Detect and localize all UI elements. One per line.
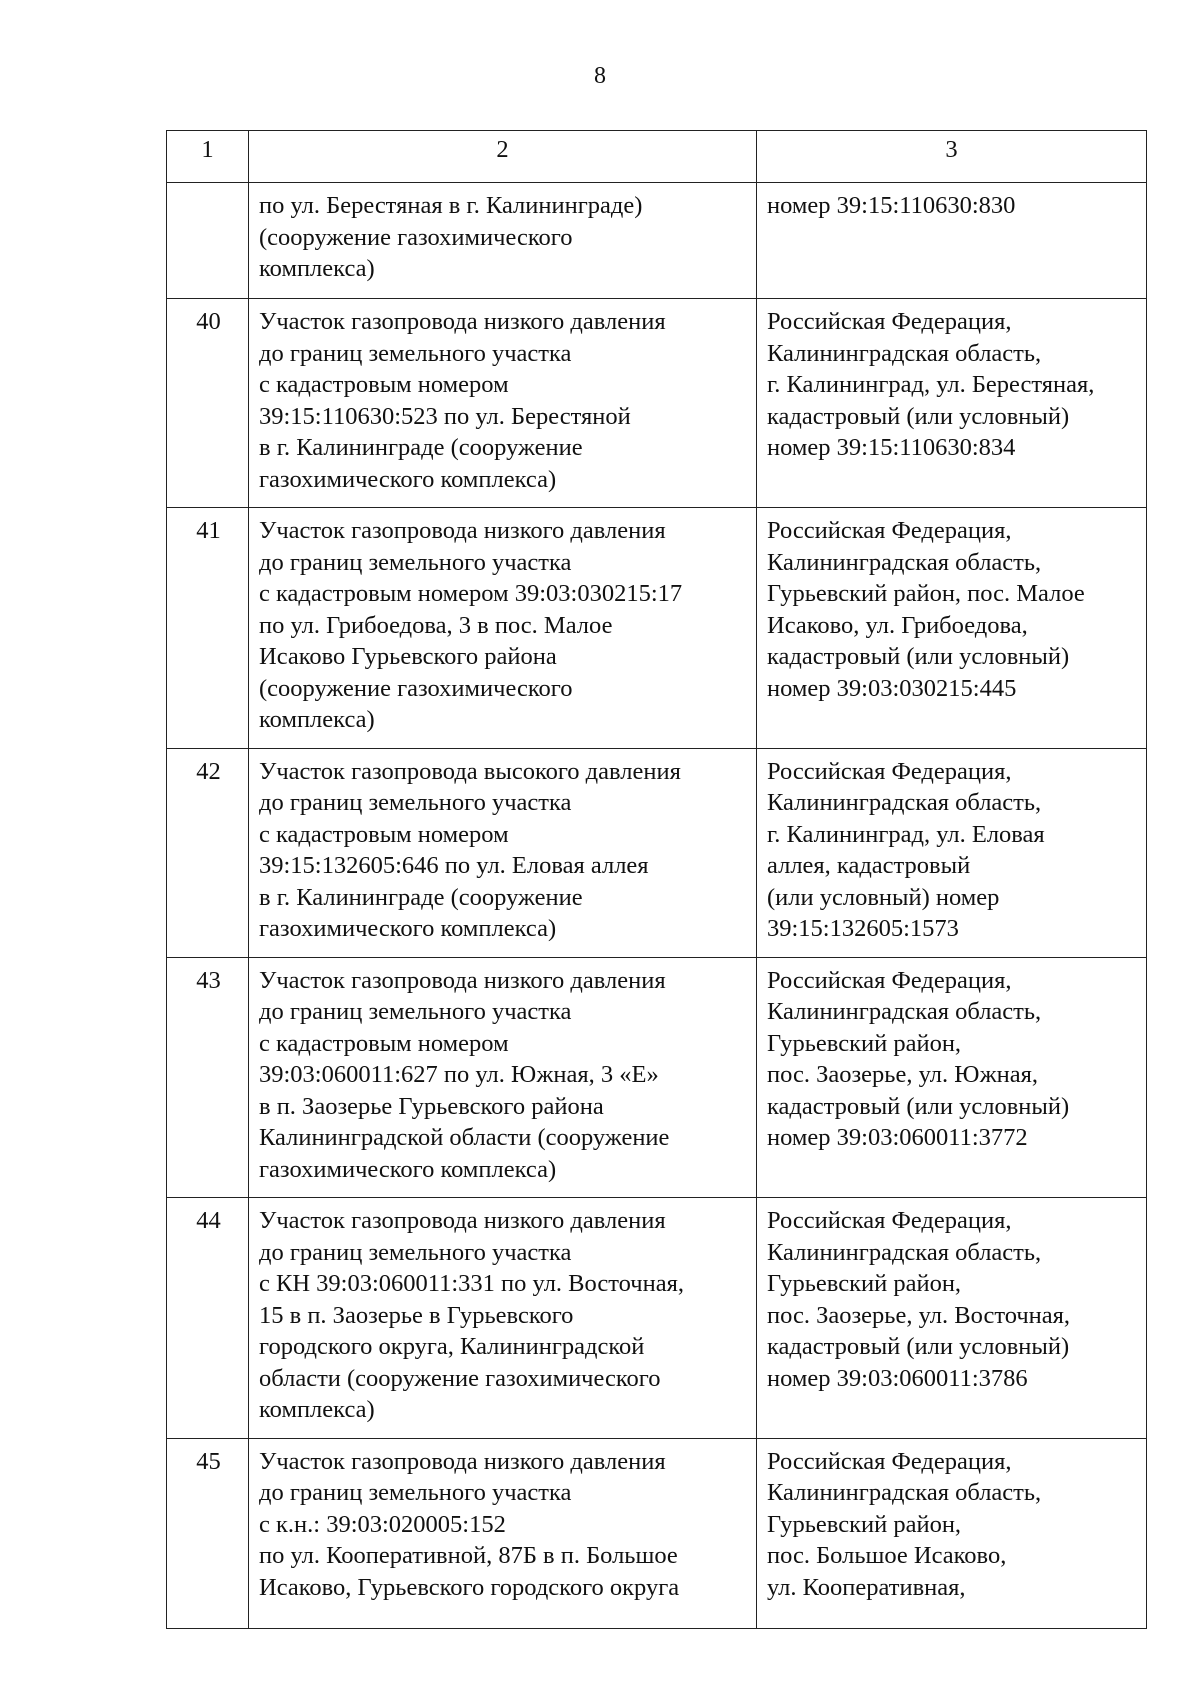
row-number: 41 (167, 508, 249, 749)
table-row (167, 748, 1147, 957)
object-description: Участок газопровода низкого давления до границ земельного участка с кадастровым номером 39:03:030215:17 по ул. Грибоедова, 3 в пос. Малое Исаково Гурьевского района (сооружение газохимического комплекса) (249, 508, 757, 749)
row-number: 45 (167, 1438, 249, 1628)
row-number: 43 (167, 957, 249, 1198)
object-description: Участок газопровода низкого давления до границ земельного участка с КН 39:03:060011:331 по ул. Восточная, 15 в п. Заозерье в Гурьевского городского округа, Калининградской области (сооружение газохимического комплекса) (249, 1198, 757, 1439)
row-number: 42 (167, 748, 249, 957)
object-description: Участок газопровода высокого давления до границ земельного участка с кадастровым номером 39:15:132605:646 по ул. Еловая аллея в г. Калининграде (сооружение газохимического комплекса) (249, 748, 757, 957)
column-header-2: 2 (249, 131, 757, 183)
table-row (167, 1438, 1147, 1628)
table-row (167, 508, 1147, 749)
object-description: Участок газопровода низкого давления до границ земельного участка с кадастровым номером 39:15:110630:523 по ул. Берестяной в г. Калининграде (сооружение газохимического комплекса) (249, 299, 757, 508)
property-table (166, 130, 1147, 1629)
column-header-3: 3 (757, 131, 1147, 183)
object-address: номер 39:15:110630:830 (757, 183, 1147, 299)
table-row (167, 299, 1147, 508)
table-row (167, 957, 1147, 1198)
table-header-row (167, 131, 1147, 183)
object-address: Российская Федерация, Калининградская область, Гурьевский район, пос. Малое Исаково, ул. Грибоедова, кадастровый (или условный) номер 39:03:030215:445 (757, 508, 1147, 749)
object-address: Российская Федерация, Калининградская область, г. Калининград, ул. Берестяная, кадастровый (или условный) номер 39:15:110630:834 (757, 299, 1147, 508)
object-address: Российская Федерация, Калининградская область, г. Калининград, ул. Еловая аллея, кадастровый (или условный) номер 39:15:132605:1573 (757, 748, 1147, 957)
object-description: по ул. Берестяная в г. Калининграде) (сооружение газохимического комплекса) (249, 183, 757, 299)
row-number: 44 (167, 1198, 249, 1439)
row-number (167, 183, 249, 299)
page-number: 8 (594, 63, 606, 89)
table-row (167, 1198, 1147, 1439)
row-number: 40 (167, 299, 249, 508)
object-address: Российская Федерация, Калининградская область, Гурьевский район, пос. Заозерье, ул. Восточная, кадастровый (или условный) номер 39:03:060011:3786 (757, 1198, 1147, 1439)
object-address: Российская Федерация, Калининградская область, Гурьевский район, пос. Заозерье, ул. Южная, кадастровый (или условный) номер 39:03:060011:3772 (757, 957, 1147, 1198)
table-row-continuation (167, 183, 1147, 299)
object-description: Участок газопровода низкого давления до границ земельного участка с кадастровым номером 39:03:060011:627 по ул. Южная, 3 «Е» в п. Заозерье Гурьевского района Калининградской области (сооружение газохимического комплекса) (249, 957, 757, 1198)
object-address: Российская Федерация, Калининградская область, Гурьевский район, пос. Большое Исаково, ул. Кооперативная, (757, 1438, 1147, 1628)
column-header-1: 1 (167, 131, 249, 183)
object-description: Участок газопровода низкого давления до границ земельного участка с к.н.: 39:03:020005:152 по ул. Кооперативной, 87Б в п. Большое Исаково, Гурьевского городского округа (249, 1438, 757, 1628)
